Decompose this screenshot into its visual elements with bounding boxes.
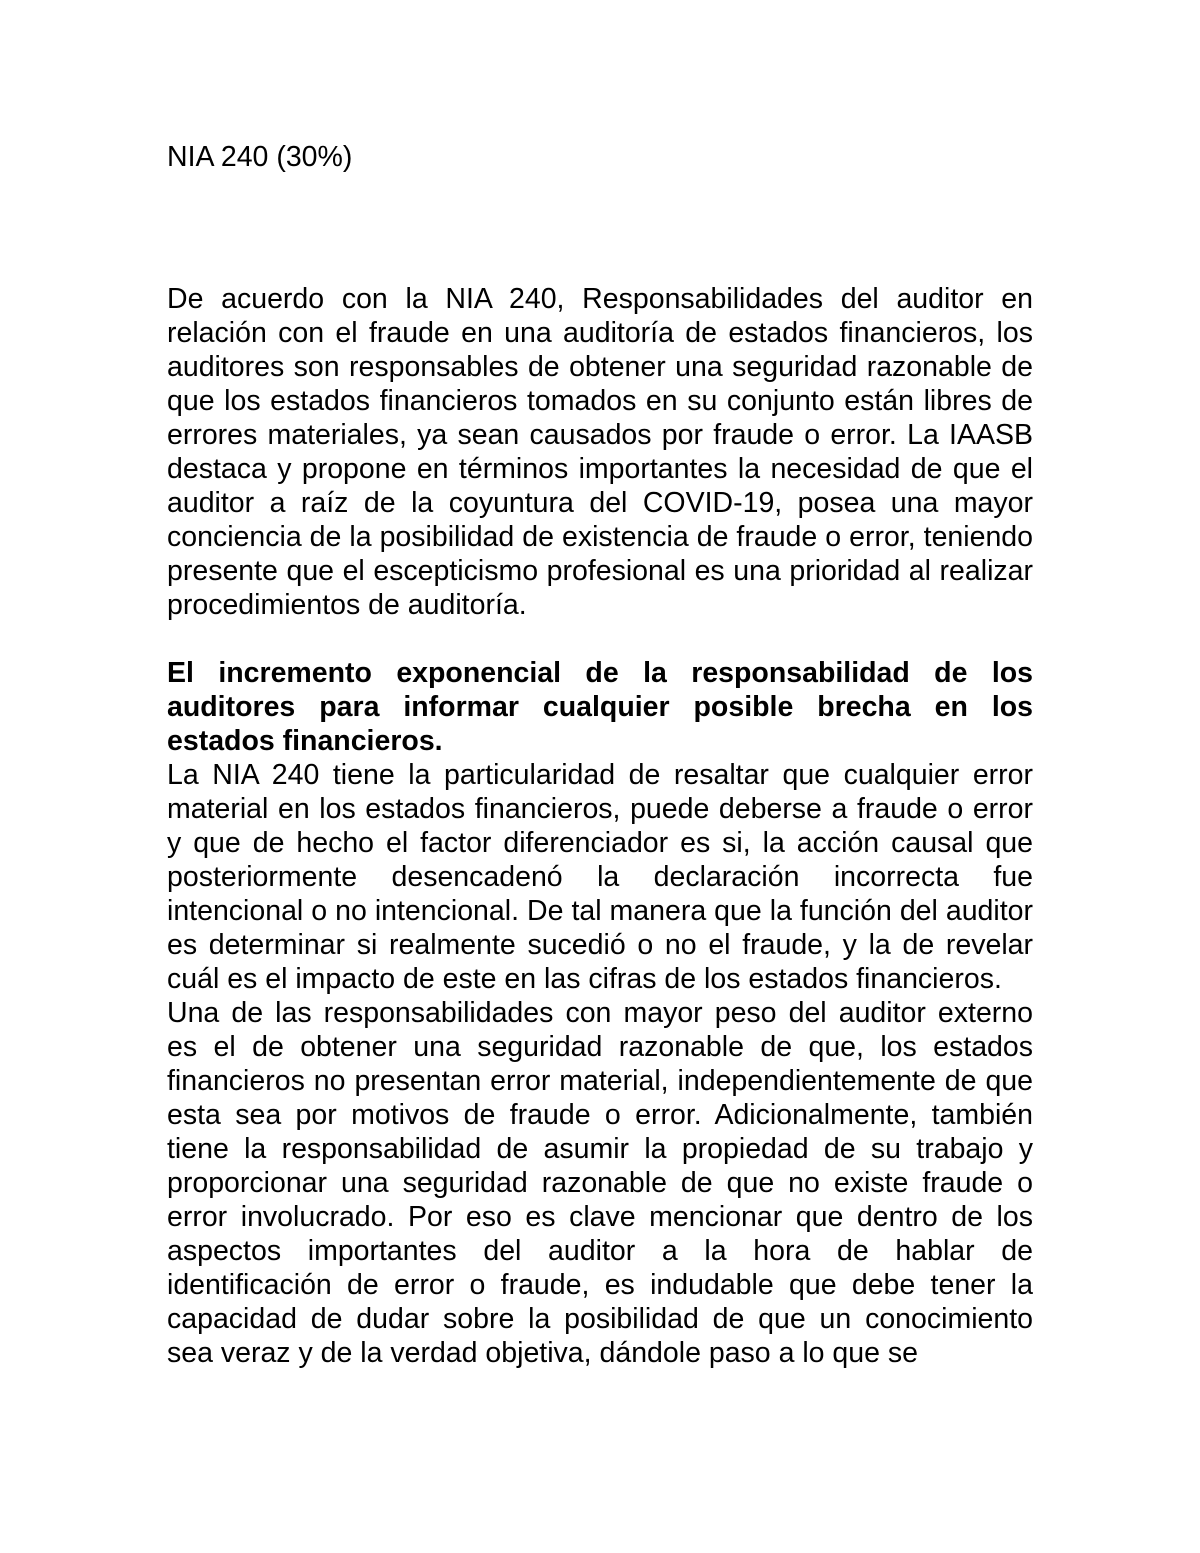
document-title: NIA 240 (30%) <box>167 141 353 173</box>
body-paragraph-2: La NIA 240 tiene la particularidad de resaltar que cualquier error material en los estados financieros, puede deberse a fraude o error y que de hecho el factor diferenciador es si, la acción causal que posteriormente desencadenó la declaración incorrecta fue intencional o no intencional. De tal manera que la función del auditor es determinar si realmente sucedió o no el fraude, y la de revelar cuál es el impacto de este en las cifras de los estados financieros. <box>167 759 1033 995</box>
section-heading: El incremento exponencial de la responsabilidad de los auditores para informar cualquier posible brecha en los estados financieros. <box>167 657 1033 757</box>
intro-paragraph: De acuerdo con la NIA 240, Responsabilidades del auditor en relación con el fraude en una auditoría de estados financieros, los auditores son responsables de obtener una seguridad razonable de que los estados financieros tomados en su conjunto están libres de errores materiales, ya sean causados por fraude o error. La IAASB destaca y propone en términos importantes la necesidad de que el auditor a raíz de la coyuntura del COVID-19, posea una mayor conciencia de la posibilidad de existencia de fraude o error, teniendo presente que el escepticismo profesional es una prioridad al realizar procedimientos de auditoría. <box>167 283 1033 621</box>
document-body <box>167 140 1033 1370</box>
body-paragraph-3: Una de las responsabilidades con mayor peso del auditor externo es el de obtener una seguridad razonable de que, los estados financieros no presentan error material, independientemente de que esta sea por motivos de fraude o error. Adicionalmente, también tiene la responsabilidad de asumir la propiedad de su trabajo y proporcionar una seguridad razonable de que no existe fraude o error involucrado. Por eso es clave mencionar que dentro de los aspectos importantes del auditor a la hora de hablar de identificación de error o fraude, es indudable que debe tener la capacidad de dudar sobre la posibilidad de que un conocimiento sea veraz y de la verdad objetiva, dándole paso a lo que se <box>167 997 1033 1369</box>
